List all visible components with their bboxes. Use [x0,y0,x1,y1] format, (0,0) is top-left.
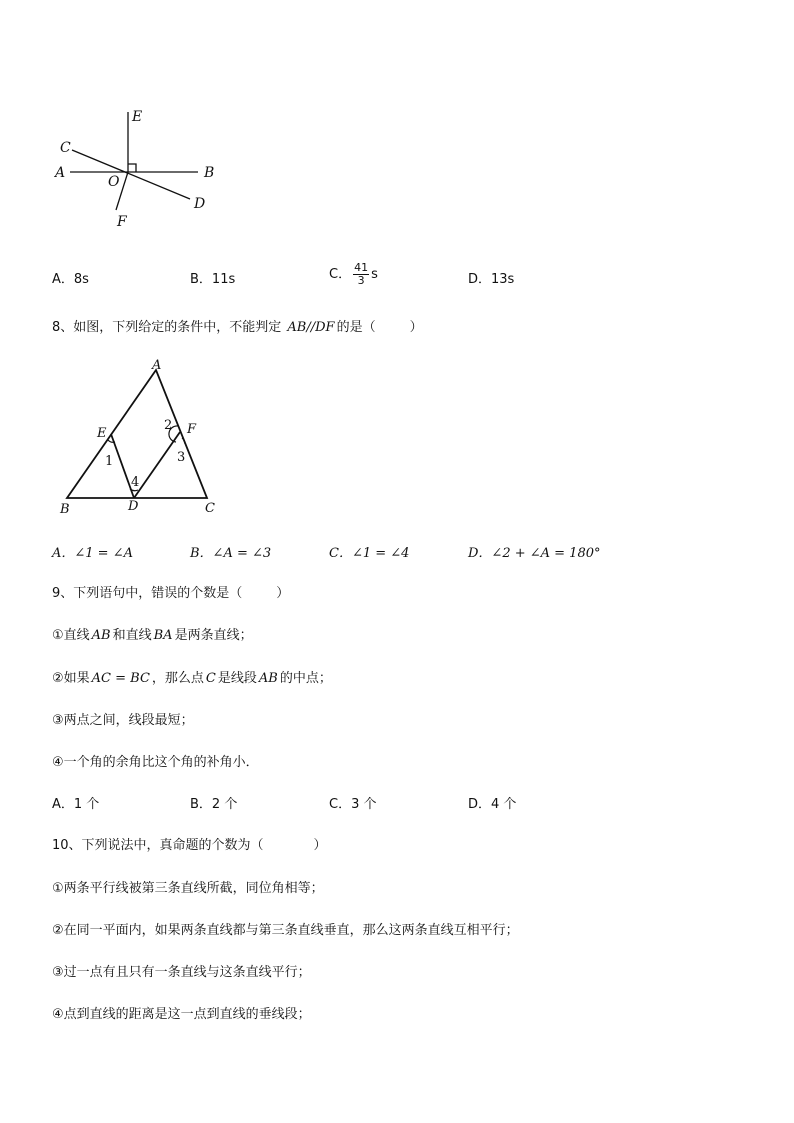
q9-stem-text: 9、下列语句中，错误的个数是（ [52,586,243,601]
fraction [353,262,369,287]
q9-statement-3: ③两点之间，线段最短； [52,713,194,728]
q10-statement-2: ②在同一平面内，如果两条直线都与第三条直线垂直，那么这两条直线互相平行； [52,923,519,938]
q8-option-d[interactable]: D．∠2 + ∠A = 180° [468,546,601,561]
q9-s1-text-2: 和直线 [112,628,152,643]
q8-stem-close: ） [409,320,423,335]
angle-number-1: 1 [105,454,114,469]
label-o: O [108,174,120,190]
q9-s2-text: ②如果 [52,671,90,686]
q8-option-a[interactable]: A．∠1 = ∠A [52,546,133,561]
q9-option-b[interactable]: B．2 个 [190,797,238,812]
label-d: D [128,499,139,514]
q7-option-c[interactable] [329,262,378,287]
label-f: F [117,214,127,230]
q9-s1-text: ①直线 [52,628,90,643]
fraction-denominator: 3 [357,274,365,287]
q8-option-c[interactable]: C．∠1 = ∠4 [329,546,410,561]
q10-statement-4: ④点到直线的距离是这一点到直线的垂线段； [52,1007,311,1022]
q8-stem-text-2: 的是（ [336,320,376,335]
figure-angle-lines [50,100,230,240]
q10-stem-text: 10、下列说法中，真命题的个数为（ [52,838,264,853]
q10-stem-close: ） [313,838,327,853]
q10-stem [52,837,327,855]
q9-option-d[interactable]: D．4 个 [468,797,517,812]
line-cd [72,150,190,199]
q9-s1-text-3: 是两条直线； [174,628,253,643]
q8-option-b[interactable]: B．∠A = ∠3 [190,546,272,561]
q10-statement-3: ③过一点有且只有一条直线与这条直线平行； [52,965,311,980]
q8-stem-text: 8、如图，下列给定的条件中，不能判定 [52,320,282,335]
q9-statement-4: ④一个角的余角比这个角的补角小． [52,755,259,770]
q7-option-d[interactable]: D．13s [468,272,515,287]
figure-triangle [52,358,232,518]
label-d: D [194,196,206,212]
q8-stem-expression: AB//DF [287,320,335,335]
q9-s1-ab: AB [91,628,111,643]
label-b: B [60,502,70,517]
label-a: A [152,358,162,373]
q10-statement-1: ①两条平行线被第三条直线所截，同位角相等； [52,881,324,896]
q9-s2-ab: AB [258,671,278,686]
angle-number-3: 3 [177,450,186,465]
label-c: C [205,501,215,516]
label-e: E [132,109,143,125]
angle-number-2: 2 [164,418,173,433]
fraction-numerator: 41 [354,261,369,274]
q9-option-c[interactable]: C．3 个 [329,797,377,812]
q9-s2-text-4: 的中点； [279,671,332,686]
label-b: B [204,165,215,181]
q9-s2-text-2: ，那么点 [151,671,204,686]
q9-s2-text-3: 是线段 [217,671,257,686]
q7-option-b[interactable]: B．11s [190,272,236,287]
label-a: A [55,165,66,181]
q7-option-a[interactable]: A．8s [52,272,89,287]
angle-number-4: 4 [131,475,140,490]
q8-stem [52,319,423,337]
q9-stem-close: ） [276,586,290,601]
q9-statement-1 [52,627,253,645]
right-angle-mark [128,164,136,172]
label-f: F [187,422,197,437]
q9-s2-point-c: C [205,671,216,686]
segment-df [134,432,180,498]
q9-option-a[interactable]: A．1 个 [52,797,100,812]
q9-statement-2 [52,670,332,688]
label-e: E [97,426,107,441]
q9-s1-ba: BA [153,628,173,643]
q9-s2-expression: AC = BC [91,671,150,686]
label-c: C [60,140,71,156]
q7-option-c-prefix: C． [329,267,352,282]
q9-stem [52,585,289,603]
q7-option-c-unit: s [371,267,378,282]
